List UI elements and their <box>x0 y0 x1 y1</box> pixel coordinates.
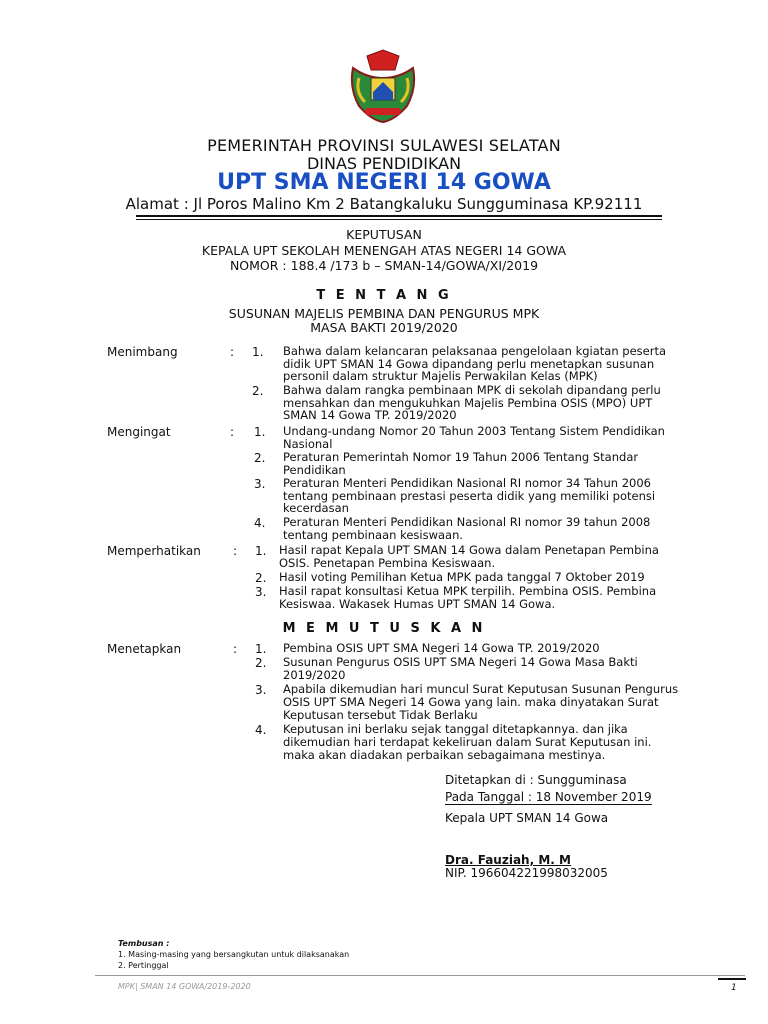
signatory-role: Kepala UPT SMAN 14 Gowa <box>445 811 609 825</box>
mengingat-item-text: Peraturan Menteri Pendidikan Nasional RI nomor 34 Tahun 2006 <box>283 476 651 490</box>
memperhatikan-colon: : <box>233 544 238 558</box>
tembusan-item: 2. Pertinggal <box>118 961 169 970</box>
menimbang-colon: : <box>230 345 235 359</box>
menetapkan-item-number: 1. <box>255 642 267 656</box>
memperhatikan-label: Memperhatikan <box>107 544 201 558</box>
menimbang-item-text: Bahwa dalam kelancaran pelaksanaa pengelolaan kgiatan peserta <box>283 344 667 358</box>
letterhead-rule-thick <box>136 215 662 217</box>
tembusan-item: 1. Masing-masing yang bersangkutan untuk dilaksanakan <box>118 950 350 959</box>
menetapkan-item-text: OSIS UPT SMA Negeri 14 Gowa yang lain. maka dinyatakan Surat <box>283 695 659 709</box>
menetapkan-item-text: Susunan Pengurus OSIS UPT SMA Negeri 14 Gowa Masa Bakti <box>283 655 638 669</box>
menetapkan-item-number: 4. <box>255 723 267 737</box>
government-heading: PEMERINTAH PROVINSI SULAWESI SELATAN <box>207 136 561 155</box>
school-address: Alamat : Jl Poros Malino Km 2 Batangkaluku Sungguminasa KP.92111 <box>125 195 643 213</box>
mengingat-item-text: kecerdasan <box>283 501 349 515</box>
mengingat-label: Mengingat <box>107 425 171 439</box>
menetapkan-item-text: Keputusan tersebut Tidak Berlaku <box>283 708 478 722</box>
mengingat-item-number: 1. <box>254 425 266 439</box>
regional-emblem-logo <box>345 48 421 124</box>
menimbang-item-text: SMAN 14 Gowa TP. 2019/2020 <box>283 408 457 422</box>
tentang-heading: T E N T A N G <box>316 288 452 303</box>
department-heading: DINAS PENDIDIKAN <box>306 154 462 173</box>
decree-subtitle: KEPALA UPT SEKOLAH MENENGAH ATAS NEGERI 14 GOWA <box>201 243 567 258</box>
page-number: 1 <box>731 983 737 993</box>
menimbang-item-text: didik UPT SMAN 14 Gowa dipandang perlu menetapkan susunan <box>283 356 655 371</box>
mengingat-item-text: Nasional <box>283 436 333 451</box>
footer-text: MPK| SMAN 14 GOWA/2019-2020 <box>118 982 251 991</box>
memutuskan-heading: M E M U T U S K A N <box>282 621 486 636</box>
letterhead-rule-thin <box>136 219 662 220</box>
decree-title: KEPUTUSAN <box>346 227 422 242</box>
menetapkan-item-text: Apabila dikemudian hari muncul Surat Keputusan Susunan Pengurus <box>283 682 679 696</box>
memperhatikan-item-text: OSIS. Penetapan Pembina Kesiswaan. <box>279 556 496 570</box>
menimbang-item-number: 2. <box>252 384 264 398</box>
mengingat-item-text: Undang-undang Nomor 20 Tahun 2003 Tentang Sistem Pendidikan <box>283 424 665 438</box>
school-name: UPT SMA NEGERI 14 GOWA <box>217 170 551 195</box>
mengingat-item-text: tentang pembinaan prestasi peserta didik yang memiliki potensi <box>283 488 656 503</box>
menetapkan-label: Menetapkan <box>107 642 182 656</box>
menetapkan-item-text: 2019/2020 <box>283 668 346 682</box>
tembusan-title: Tembusan : <box>118 939 170 948</box>
menimbang-label: Menimbang <box>107 345 178 359</box>
decree-period: MASA BAKTI 2019/2020 <box>310 320 458 335</box>
memperhatikan-item-number: 2. <box>255 571 267 585</box>
mengingat-item-text: tentang pembinaan kesiswaan. <box>283 527 464 542</box>
mengingat-item-number: 3. <box>254 477 266 491</box>
memperhatikan-item-number: 1. <box>255 544 267 558</box>
signatory-nip: NIP. 196604221998032005 <box>445 866 608 880</box>
menimbang-item-number: 1. <box>252 345 264 359</box>
decree-date: Pada Tanggal : 18 November 2019 <box>445 790 652 804</box>
menetapkan-item-text: maka akan diadakan perbaikan sebagaimana mestinya. <box>283 748 606 762</box>
mengingat-item-text: Peraturan Menteri Pendidikan Nasional RI nomor 39 tahun 2008 <box>283 515 651 529</box>
menimbang-item-text: Bahwa dalam rangka pembinaan MPK di sekolah dipandang perlu <box>283 383 661 397</box>
mengingat-item-number: 2. <box>254 451 266 465</box>
memperhatikan-item-number: 3. <box>255 585 267 599</box>
menetapkan-item-number: 3. <box>255 683 267 697</box>
signatory-name: Dra. Fauziah, M. M <box>445 853 571 867</box>
decree-subject: SUSUNAN MAJELIS PEMBINA DAN PENGURUS MPK <box>228 306 540 321</box>
menetapkan-item-number: 2. <box>255 656 267 670</box>
footer-rule <box>95 975 745 976</box>
decree-number: NOMOR : 188.4 /173 b – SMAN-14/GOWA/XI/2019 <box>229 258 539 273</box>
menimbang-item-text: mensahkan dan mengukuhkan Majelis Pembina OSIS (MPO) UPT <box>283 395 653 410</box>
menetapkan-item-text: Keputusan ini berlaku sejak tanggal ditetapkannya. dan jika <box>283 722 628 736</box>
decree-place: Ditetapkan di : Sungguminasa <box>445 773 627 787</box>
menimbang-item-text: personil dalam struktur Majelis Perwakilan Kelas (MPK) <box>283 369 598 383</box>
memperhatikan-item-text: Hasil rapat Kepala UPT SMAN 14 Gowa dalam Penetapan Pembina <box>279 543 659 557</box>
memperhatikan-item-text: Hasil rapat konsultasi Ketua MPK terpilih. Pembina OSIS. Pembina <box>279 584 657 598</box>
menetapkan-item-text: dikemudian hari terdapat kekeliruan dalam Surat Keputusan ini. <box>283 735 652 749</box>
mengingat-item-text: Peraturan Pemerintah Nomor 19 Tahun 2006 Tentang Standar <box>283 450 639 464</box>
mengingat-item-text: Pendidikan <box>283 462 346 477</box>
mengingat-colon: : <box>230 425 235 439</box>
menetapkan-colon: : <box>233 642 238 656</box>
mengingat-item-number: 4. <box>254 516 266 530</box>
memperhatikan-item-text: Kesiswaa. Wakasek Humas UPT SMAN 14 Gowa. <box>279 597 556 611</box>
memperhatikan-item-text: Hasil voting Pemilihan Ketua MPK pada tanggal 7 Oktober 2019 <box>279 570 645 584</box>
page-number-rule <box>718 978 746 980</box>
menetapkan-item-text: Pembina OSIS UPT SMA Negeri 14 Gowa TP. 2019/2020 <box>283 641 600 655</box>
